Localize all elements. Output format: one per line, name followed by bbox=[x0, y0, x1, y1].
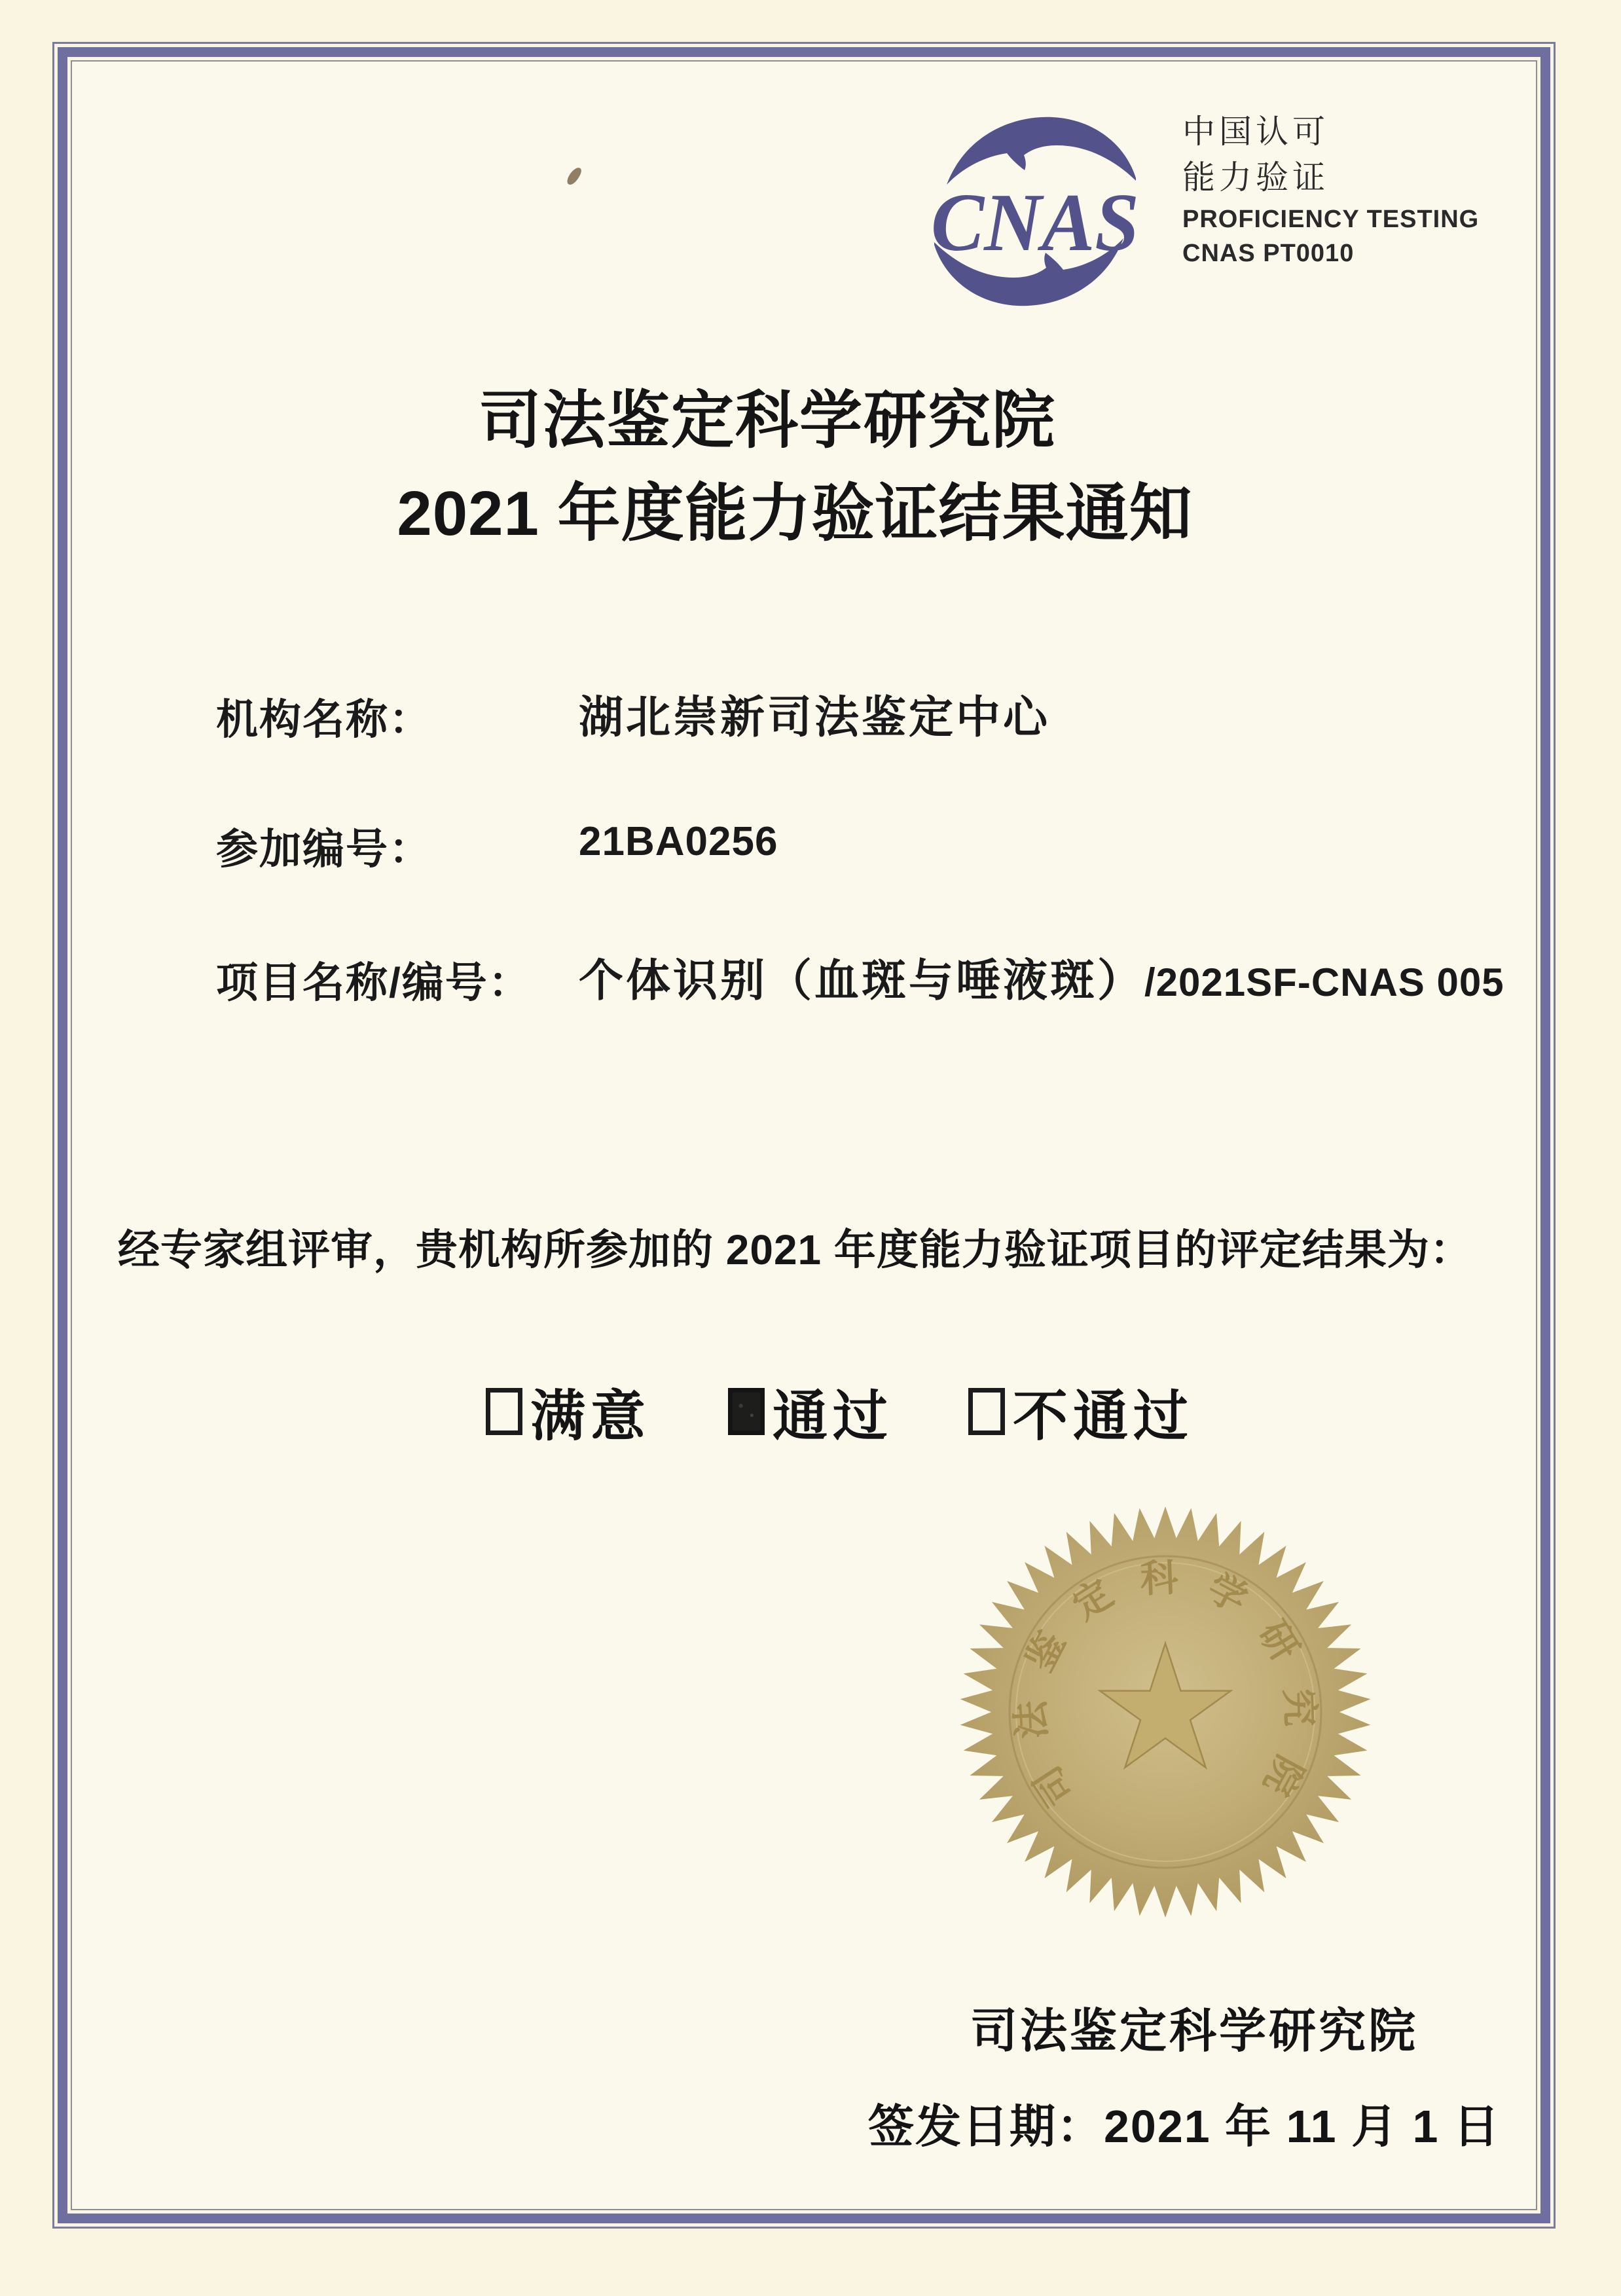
checkbox-pass-checked bbox=[728, 1388, 765, 1435]
cnas-logo-icon bbox=[927, 111, 1143, 312]
caption-line-en1: PROFICIENCY TESTING bbox=[1182, 206, 1480, 233]
org-name-label: 机构名称： bbox=[216, 696, 432, 743]
project-name-cn: 个体识别（血斑与唾液斑） bbox=[579, 955, 1145, 1007]
option-pass bbox=[728, 1381, 894, 1448]
org-name-value: 湖北崇新司法鉴定中心 bbox=[579, 691, 1051, 744]
option-label-satisfactory: 满意 bbox=[530, 1383, 651, 1448]
result-statement: 经专家组评审，贵机构所参加的 2021 年度能力验证项目的评定结果为： bbox=[118, 1226, 1472, 1273]
option-label-pass: 通过 bbox=[773, 1383, 894, 1448]
doc-title-line2: 2021 年度能力验证结果通知 bbox=[397, 479, 1193, 549]
gold-seal bbox=[956, 1503, 1375, 1922]
option-label-fail: 不通过 bbox=[1013, 1383, 1194, 1448]
caption-line-cn1: 中国认可 bbox=[1182, 113, 1329, 150]
checkbox-satisfactory-unchecked bbox=[486, 1388, 522, 1435]
option-fail bbox=[968, 1381, 1194, 1448]
project-name-label: 项目名称/编号： bbox=[216, 959, 532, 1006]
issuer-org-name: 司法鉴定科学研究院 bbox=[970, 2005, 1419, 2058]
option-satisfactory bbox=[486, 1381, 651, 1448]
participant-number-label: 参加编号： bbox=[216, 826, 432, 873]
cnas-logo-wordmark: CNAS bbox=[931, 177, 1139, 268]
logo-top-crescent bbox=[947, 117, 1136, 185]
seal-arc-text: 司法鉴定科学研究院 bbox=[1008, 1555, 1322, 1815]
project-name-value bbox=[579, 945, 1504, 1009]
participant-number-value: 21BA0256 bbox=[579, 819, 778, 864]
caption-line-en2: CNAS PT0010 bbox=[1182, 240, 1355, 267]
doc-title-line1: 司法鉴定科学研究院 bbox=[479, 386, 1056, 456]
project-code: /2021SF-CNAS 005 bbox=[1144, 960, 1504, 1004]
caption-line-cn2: 能力验证 bbox=[1182, 159, 1329, 196]
checkbox-fail-unchecked bbox=[968, 1388, 1005, 1435]
cnas-caption-block bbox=[1182, 115, 1479, 266]
ink-speck bbox=[565, 166, 583, 187]
issue-date-line: 签发日期：2021 年 11 月 1 日 bbox=[868, 2101, 1501, 2152]
